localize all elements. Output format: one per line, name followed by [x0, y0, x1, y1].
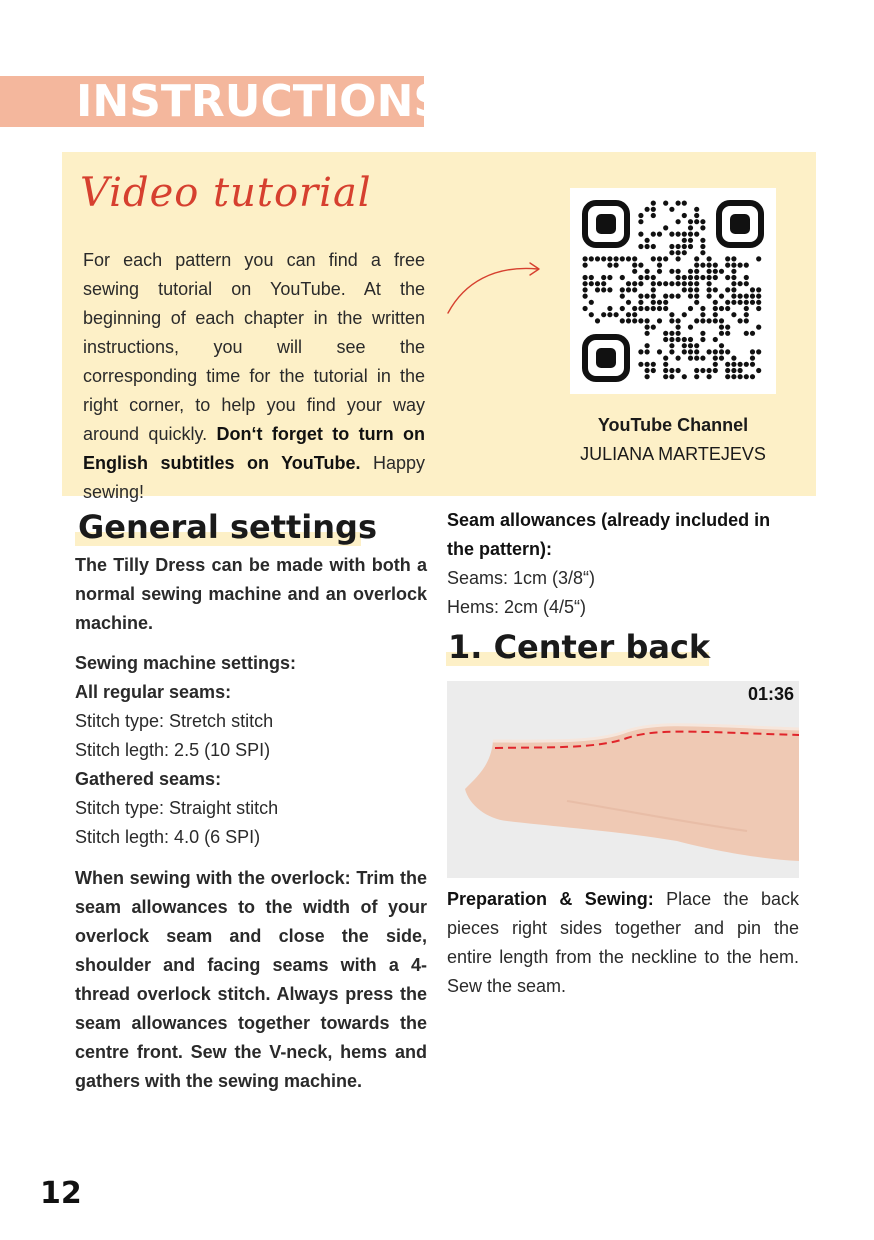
subtitles-reminder: Don‘t forget to turn on English subtitles on YouTube.	[83, 424, 425, 473]
sewing-machine-settings-label: Sewing machine settings:	[75, 653, 297, 673]
seam-allowances-label: Seam allowances (already included in the pattern):	[447, 510, 771, 559]
seam-allowance-seams: Seams: 1cm (3/8“)	[447, 568, 596, 588]
page-title: INSTRUCTIONS	[76, 76, 446, 127]
overlock-instructions: When sewing with the overlock: Trim the seam allowances to the width of your overlock seam and close the side, shoulder and facing seams with a 4-thread overlock stitch. Always press the seam allowances together towards the centre front. Sew the V-neck, hems and gathers with the sewing machine.	[75, 868, 427, 1091]
center-back-heading-wrap	[446, 628, 726, 672]
fabric-piece-image	[447, 681, 799, 878]
gathered-seams-label: Gathered seams:	[75, 769, 222, 789]
general-settings-heading-wrap	[75, 508, 375, 552]
video-tutorial-heading: Video tutorial	[80, 170, 372, 216]
gathered-stitch-length: Stitch legth: 4.0 (6 SPI)	[75, 827, 261, 847]
qr-code[interactable]	[570, 188, 776, 394]
preparation-sewing-label: Preparation & Sewing:	[447, 889, 654, 909]
regular-stitch-type: Stitch type: Stretch stitch	[75, 711, 274, 731]
arrow-icon	[444, 255, 544, 319]
preparation-sewing-body: Place the back pieces right sides together and pin the entire length from the neckline to the hem. Sew the seam.	[447, 889, 799, 996]
regular-stitch-length: Stitch legth: 2.5 (10 SPI)	[75, 740, 271, 760]
youtube-channel-label: YouTube Channel	[597, 415, 749, 435]
preparation-sewing-text	[447, 885, 799, 1001]
center-back-photo	[447, 681, 799, 878]
general-settings-heading: General settings	[78, 508, 377, 546]
seam-allowance-hems: Hems: 2cm (4/5“)	[447, 597, 587, 617]
video-tutorial-body: For each pattern you can find a free sewing tutorial on YouTube. At the beginning of each chapter in the written instructions, you will see the corresponding time for the tutorial in the right corner, to help you find your way around quickly.	[83, 250, 425, 444]
video-tutorial-text	[83, 246, 425, 507]
center-back-heading: 1. Center back	[448, 628, 711, 666]
youtube-channel-name: JULIANA MARTEJEVS	[580, 444, 766, 464]
happy-sewing: Happy sewing!	[83, 453, 425, 502]
page-number: 12	[40, 1176, 82, 1211]
video-timestamp: 01:36	[747, 684, 794, 704]
qr-code-icon	[570, 188, 776, 394]
regular-seams-label: All regular seams:	[75, 682, 232, 702]
gathered-stitch-type: Stitch type: Straight stitch	[75, 798, 279, 818]
general-settings-intro: The Tilly Dress can be made with both a normal sewing machine and an overlock machine.	[75, 555, 427, 633]
